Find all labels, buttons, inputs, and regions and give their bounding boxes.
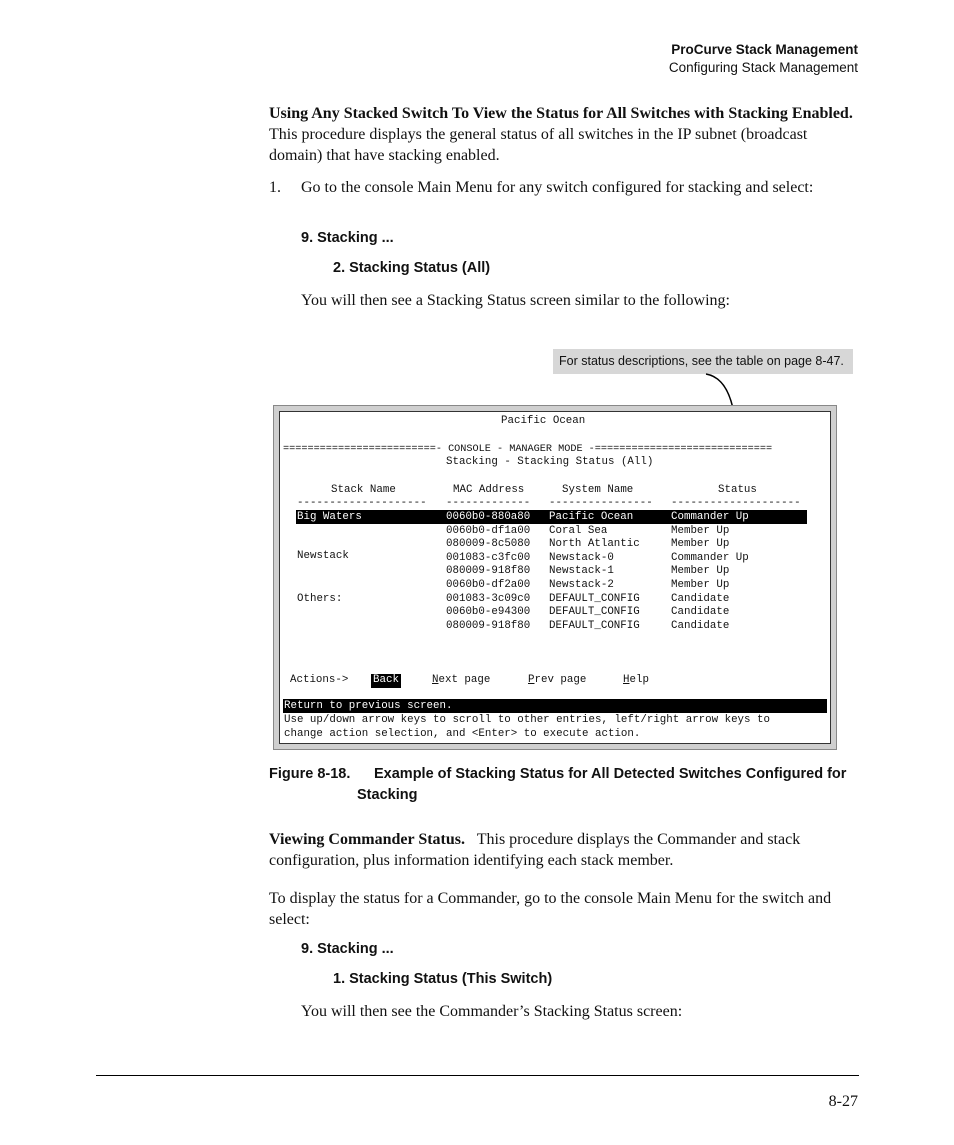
table-row-mac[interactable]: 0060b0-df1a00	[446, 525, 531, 537]
help-action-button[interactable]	[623, 674, 649, 688]
table-row-mac[interactable]: 001083-c3fc00	[446, 552, 531, 564]
table-row-mac[interactable]: 080009-918f80	[446, 565, 531, 577]
table-row-system[interactable]: Newstack-1	[549, 565, 614, 577]
section2-after-text: You will then see the Commander’s Stacking Status screen:	[301, 1003, 683, 1020]
column-divider: ----------------	[549, 497, 653, 509]
prev-page-action-button[interactable]	[528, 674, 586, 688]
table-row-system[interactable]: DEFAULT_CONFIG	[549, 593, 640, 605]
table-row-system[interactable]: DEFAULT_CONFIG	[549, 606, 640, 618]
table-row-system[interactable]: North Atlantic	[549, 538, 640, 550]
prev-page-hotkey: P	[528, 674, 535, 686]
section2-paragraph	[269, 829, 859, 871]
column-status: Status	[718, 484, 757, 496]
table-row-status[interactable]: Commander Up	[671, 511, 749, 523]
console-screen-title: Stacking - Stacking Status (All)	[446, 456, 654, 468]
table-row-mac[interactable]: 0060b0-e94300	[446, 606, 531, 618]
footer-rule	[96, 1075, 859, 1076]
menu-item-stacking: 9. Stacking ...	[301, 941, 394, 957]
table-row-mac[interactable]: 080009-918f80	[446, 620, 531, 632]
page-number: 8-27	[828, 1093, 858, 1110]
table-row-status[interactable]: Member Up	[671, 565, 730, 577]
column-divider: --------------------	[297, 497, 427, 509]
step-text: Go to the console Main Menu for any switch configured for stacking and select:	[301, 179, 814, 196]
prev-page-label: rev page	[534, 674, 587, 686]
step-number: 1.	[269, 179, 281, 196]
table-row-status[interactable]: Member Up	[671, 538, 730, 550]
help-line-2: change action selection, and <Enter> to execute action.	[284, 728, 641, 740]
help-label: elp	[629, 674, 649, 686]
table-row-status[interactable]: Member Up	[671, 579, 730, 591]
section2-heading: Viewing Commander Status.	[269, 831, 466, 848]
table-row-system[interactable]: Coral Sea	[549, 525, 608, 537]
table-row-stack[interactable]: Newstack	[297, 550, 349, 562]
column-divider: -------------	[446, 497, 531, 509]
table-row-system[interactable]: Newstack-0	[549, 552, 614, 564]
table-row-status[interactable]: Candidate	[671, 620, 730, 632]
table-row-system[interactable]: DEFAULT_CONFIG	[549, 620, 640, 632]
menu-item-stacking-status-this-switch: 1. Stacking Status (This Switch)	[333, 971, 553, 987]
table-row-stack[interactable]: Big Waters	[297, 511, 362, 523]
table-row-status[interactable]: Commander Up	[671, 552, 749, 564]
section2-paragraph2: To display the status for a Commander, go to the console Main Menu for the switch and select:	[269, 890, 832, 928]
table-row-system[interactable]: Pacific Ocean	[549, 511, 634, 523]
table-row-status[interactable]: Candidate	[671, 593, 730, 605]
table-row-status[interactable]: Candidate	[671, 606, 730, 618]
section1-paragraph	[269, 103, 859, 166]
next-page-action-button[interactable]	[432, 674, 490, 688]
section2-body: This procedure displays the Commander and stack configuration, plus information identifying each stack member.	[269, 831, 801, 869]
column-divider: --------------------	[671, 497, 801, 509]
table-row-system[interactable]: Newstack-2	[549, 579, 614, 591]
help-line-1: Use up/down arrow keys to scroll to other entries, left/right arrow keys to	[284, 714, 770, 726]
next-page-label: ext page	[438, 674, 491, 686]
figure-label: Figure 8-18.	[269, 766, 351, 782]
figure-caption-line1: Example of Stacking Status for All Detected Switches Configured for	[374, 766, 847, 782]
running-header-title: ProCurve Stack Management	[671, 42, 858, 57]
table-row-stack[interactable]: Others:	[297, 593, 343, 605]
back-action-button[interactable]: Back	[373, 674, 399, 686]
menu-item-stacking: 9. Stacking ...	[301, 230, 394, 246]
console-system-name: Pacific Ocean	[501, 415, 586, 427]
table-row-mac[interactable]: 0060b0-df2a00	[446, 579, 531, 591]
actions-label: Actions->	[290, 674, 349, 686]
column-system-name: System Name	[562, 484, 634, 496]
step-after-text: You will then see a Stacking Status screen similar to the following:	[301, 292, 730, 309]
table-row-mac[interactable]: 001083-3c09c0	[446, 593, 531, 605]
figure-caption-line2: Stacking	[357, 787, 418, 803]
column-stack-name: Stack Name	[331, 484, 396, 496]
table-row-mac[interactable]: 0060b0-880a80	[446, 511, 531, 523]
status-callout: For status descriptions, see the table on page 8-47.	[553, 349, 853, 374]
menu-item-stacking-status-all: 2. Stacking Status (All)	[333, 260, 491, 276]
next-page-hotkey: N	[432, 674, 439, 686]
running-header-subtitle: Configuring Stack Management	[668, 60, 858, 75]
help-hotkey: H	[623, 674, 630, 686]
section1-heading: Using Any Stacked Switch To View the Status for All Switches with Stacking Enabled.	[269, 105, 853, 122]
console-mode-line: =========================- CONSOLE - MANAGER MODE -=============================	[283, 444, 773, 455]
column-mac-address: MAC Address	[453, 484, 525, 496]
section1-body: This procedure displays the general status of all switches in the IP subnet (broadcast domain) that have stacking enabled.	[269, 126, 808, 164]
table-row-status[interactable]: Member Up	[671, 525, 730, 537]
table-row-mac[interactable]: 080009-8c5080	[446, 538, 531, 550]
status-line: Return to previous screen.	[284, 700, 453, 712]
